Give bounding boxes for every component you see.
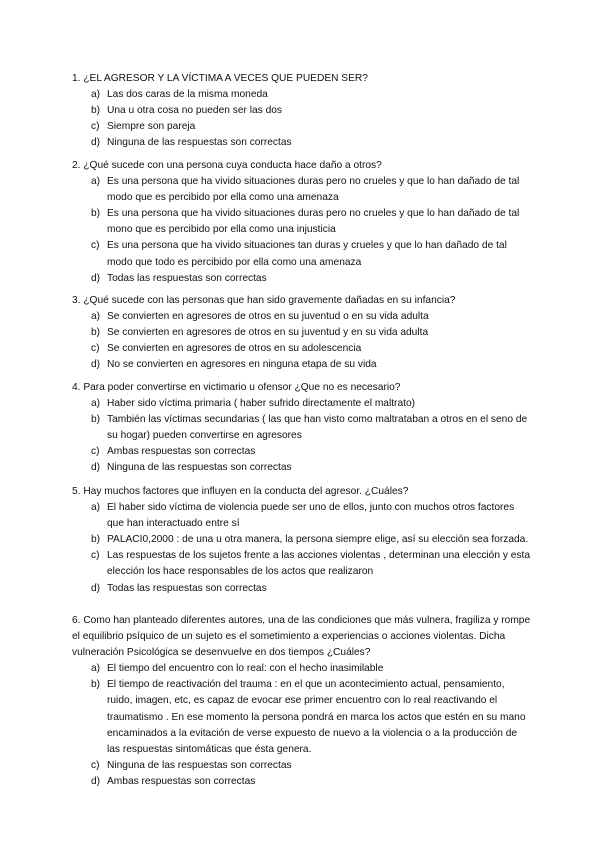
option-c [72, 238, 532, 270]
options-list [72, 396, 532, 476]
option-text: Todas las respuestas son correctas [107, 272, 267, 284]
option-text: Siempre son pareja [107, 121, 196, 133]
option-text: No se convierten en agresores en ninguna etapa de su vida [107, 359, 377, 371]
option-text: Se convierten en agresores de otros en su juventud o en su vida adulta [107, 311, 429, 323]
question-4 [72, 380, 532, 477]
option-letter: c) [91, 121, 100, 133]
question-3 [72, 293, 532, 373]
option-letter: d) [91, 582, 101, 594]
option-text: Ambas respuestas son correctas [107, 446, 256, 458]
option-d [72, 271, 532, 287]
option-letter: b) [91, 105, 101, 117]
question-text: 5. Hay muchos factores que influyen en la conducta del agresor. ¿Cuáles? [72, 486, 409, 497]
option-d [72, 135, 532, 151]
option-b [72, 103, 532, 119]
option-text: Se convierten en agresores de otros en su adolescencia [107, 343, 362, 355]
option-c [72, 444, 532, 460]
option-c [72, 341, 532, 357]
option-letter: b) [91, 327, 101, 339]
option-letter: a) [91, 663, 101, 675]
option-b [72, 325, 532, 341]
option-b [72, 677, 532, 757]
option-letter: a) [91, 502, 101, 514]
option-letter: d) [91, 775, 101, 787]
option-text: También las víctimas secundarias ( las que han visto como maltrataban a otros en el seno de su hogar) pueden convertirse en agresores [107, 414, 528, 442]
options-list [72, 87, 532, 151]
option-text: Todas las respuestas son correctas [107, 582, 267, 594]
question-text: 6. Como han planteado diferentes autores, una de las condiciones que más vulnera, fragiliza y rompe el equilibrio psíquico de un sujeto es el sometimiento a experiencias o acciones violentas. Dicha vulneración Psicológica se desenvuelve en dos tiempos ¿Cuáles? [72, 615, 531, 659]
option-text: El haber sido víctima de violencia puede ser uno de ellos, junto con muchos otros factores que han interactuado entre sí [107, 502, 515, 530]
option-text: Es una persona que ha vivido situaciones duras pero no crueles y que lo han dañado de tal mono que es percibido por ella como una injusticia [107, 208, 520, 236]
option-a [72, 661, 532, 677]
option-text: El tiempo de reactivación del trauma : en el que un acontecimiento actual, pensamiento, ruido, imagen, etc, es capaz de evocar ese primer encuentro con lo real reactivando el traumatismo . En ese momento la persona pondrá en marca los actos que estén en su mano encaminados a la evitación de verse expuesto de nuevo a la violencia o a la producción de las respuestas sintomáticas que ésta genera. [107, 679, 526, 755]
option-letter: a) [91, 89, 101, 101]
option-text: Se convierten en agresores de otros en su juventud y en su vida adulta [107, 327, 429, 339]
option-text: Ninguna de las respuestas son correctas [107, 759, 292, 771]
option-letter: c) [91, 550, 100, 562]
option-letter: b) [91, 208, 101, 220]
option-text: Es una persona que ha vivido situaciones tan duras y crueles y que lo han dañado de tal modo que todo es percibido por ella como una amenaza [107, 240, 507, 268]
option-text: Una u otra cosa no pueden ser las dos [107, 105, 282, 117]
option-letter: d) [91, 272, 101, 284]
option-letter: c) [91, 343, 100, 355]
option-letter: c) [91, 446, 100, 458]
option-letter: b) [91, 414, 101, 426]
options-list [72, 500, 532, 597]
option-c [72, 119, 532, 135]
option-letter: b) [91, 679, 101, 691]
question-text: 1. ¿EL AGRESOR Y LA VÍCTIMA A VECES QUE PUEDEN SER? [72, 73, 368, 84]
question-text: 3. ¿Qué sucede con las personas que han sido gravemente dañadas en su infancia? [72, 295, 456, 306]
question-5 [72, 484, 532, 597]
option-text: Ninguna de las respuestas son correctas [107, 462, 292, 474]
option-a [72, 309, 532, 325]
option-d [72, 460, 532, 476]
question-6 [72, 613, 532, 790]
option-a [72, 87, 532, 103]
question-1 [72, 71, 532, 151]
option-letter: a) [91, 398, 101, 410]
option-text: Es una persona que ha vivido situaciones duras pero no crueles y que lo han dañado de tal modo que es percibido por ella como una amenaza [107, 176, 520, 204]
option-letter: a) [91, 311, 101, 323]
options-list [72, 661, 532, 790]
option-c [72, 548, 532, 580]
question-text: 2. ¿Qué sucede con una persona cuya conducta hace daño a otros? [72, 160, 382, 171]
option-b [72, 206, 532, 238]
option-text: Las dos caras de la misma moneda [107, 89, 268, 101]
option-c [72, 758, 532, 774]
option-letter: d) [91, 359, 101, 371]
option-a [72, 174, 532, 206]
option-letter: c) [91, 759, 100, 771]
options-list [72, 309, 532, 373]
option-text: Ninguna de las respuestas son correctas [107, 137, 292, 149]
option-text: PALACI0,2000 : de una u otra manera, la persona siempre elige, así su elección sea forzada. [107, 534, 529, 546]
option-letter: d) [91, 462, 101, 474]
option-d [72, 774, 532, 790]
options-list [72, 174, 532, 287]
option-text: Ambas respuestas son correctas [107, 775, 256, 787]
option-letter: d) [91, 137, 101, 149]
question-text: 4. Para poder convertirse en victimario u ofensor ¿Que no es necesario? [72, 382, 401, 393]
option-letter: a) [91, 176, 101, 188]
option-letter: c) [91, 240, 100, 252]
option-d [72, 581, 532, 597]
option-b [72, 532, 532, 548]
question-2 [72, 158, 532, 287]
option-text: Las respuestas de los sujetos frente a las acciones violentas , determinan una elección y esta elección los hace responsables de los actos que realizaron [107, 550, 531, 578]
option-d [72, 357, 532, 373]
option-text: El tiempo del encuentro con lo real: con el hecho inasimilable [107, 663, 384, 675]
option-b [72, 412, 532, 444]
option-text: Haber sido víctima primaria ( haber sufrido directamente el maltrato) [107, 398, 416, 410]
option-letter: b) [91, 534, 101, 546]
option-a [72, 396, 532, 412]
option-a [72, 500, 532, 532]
